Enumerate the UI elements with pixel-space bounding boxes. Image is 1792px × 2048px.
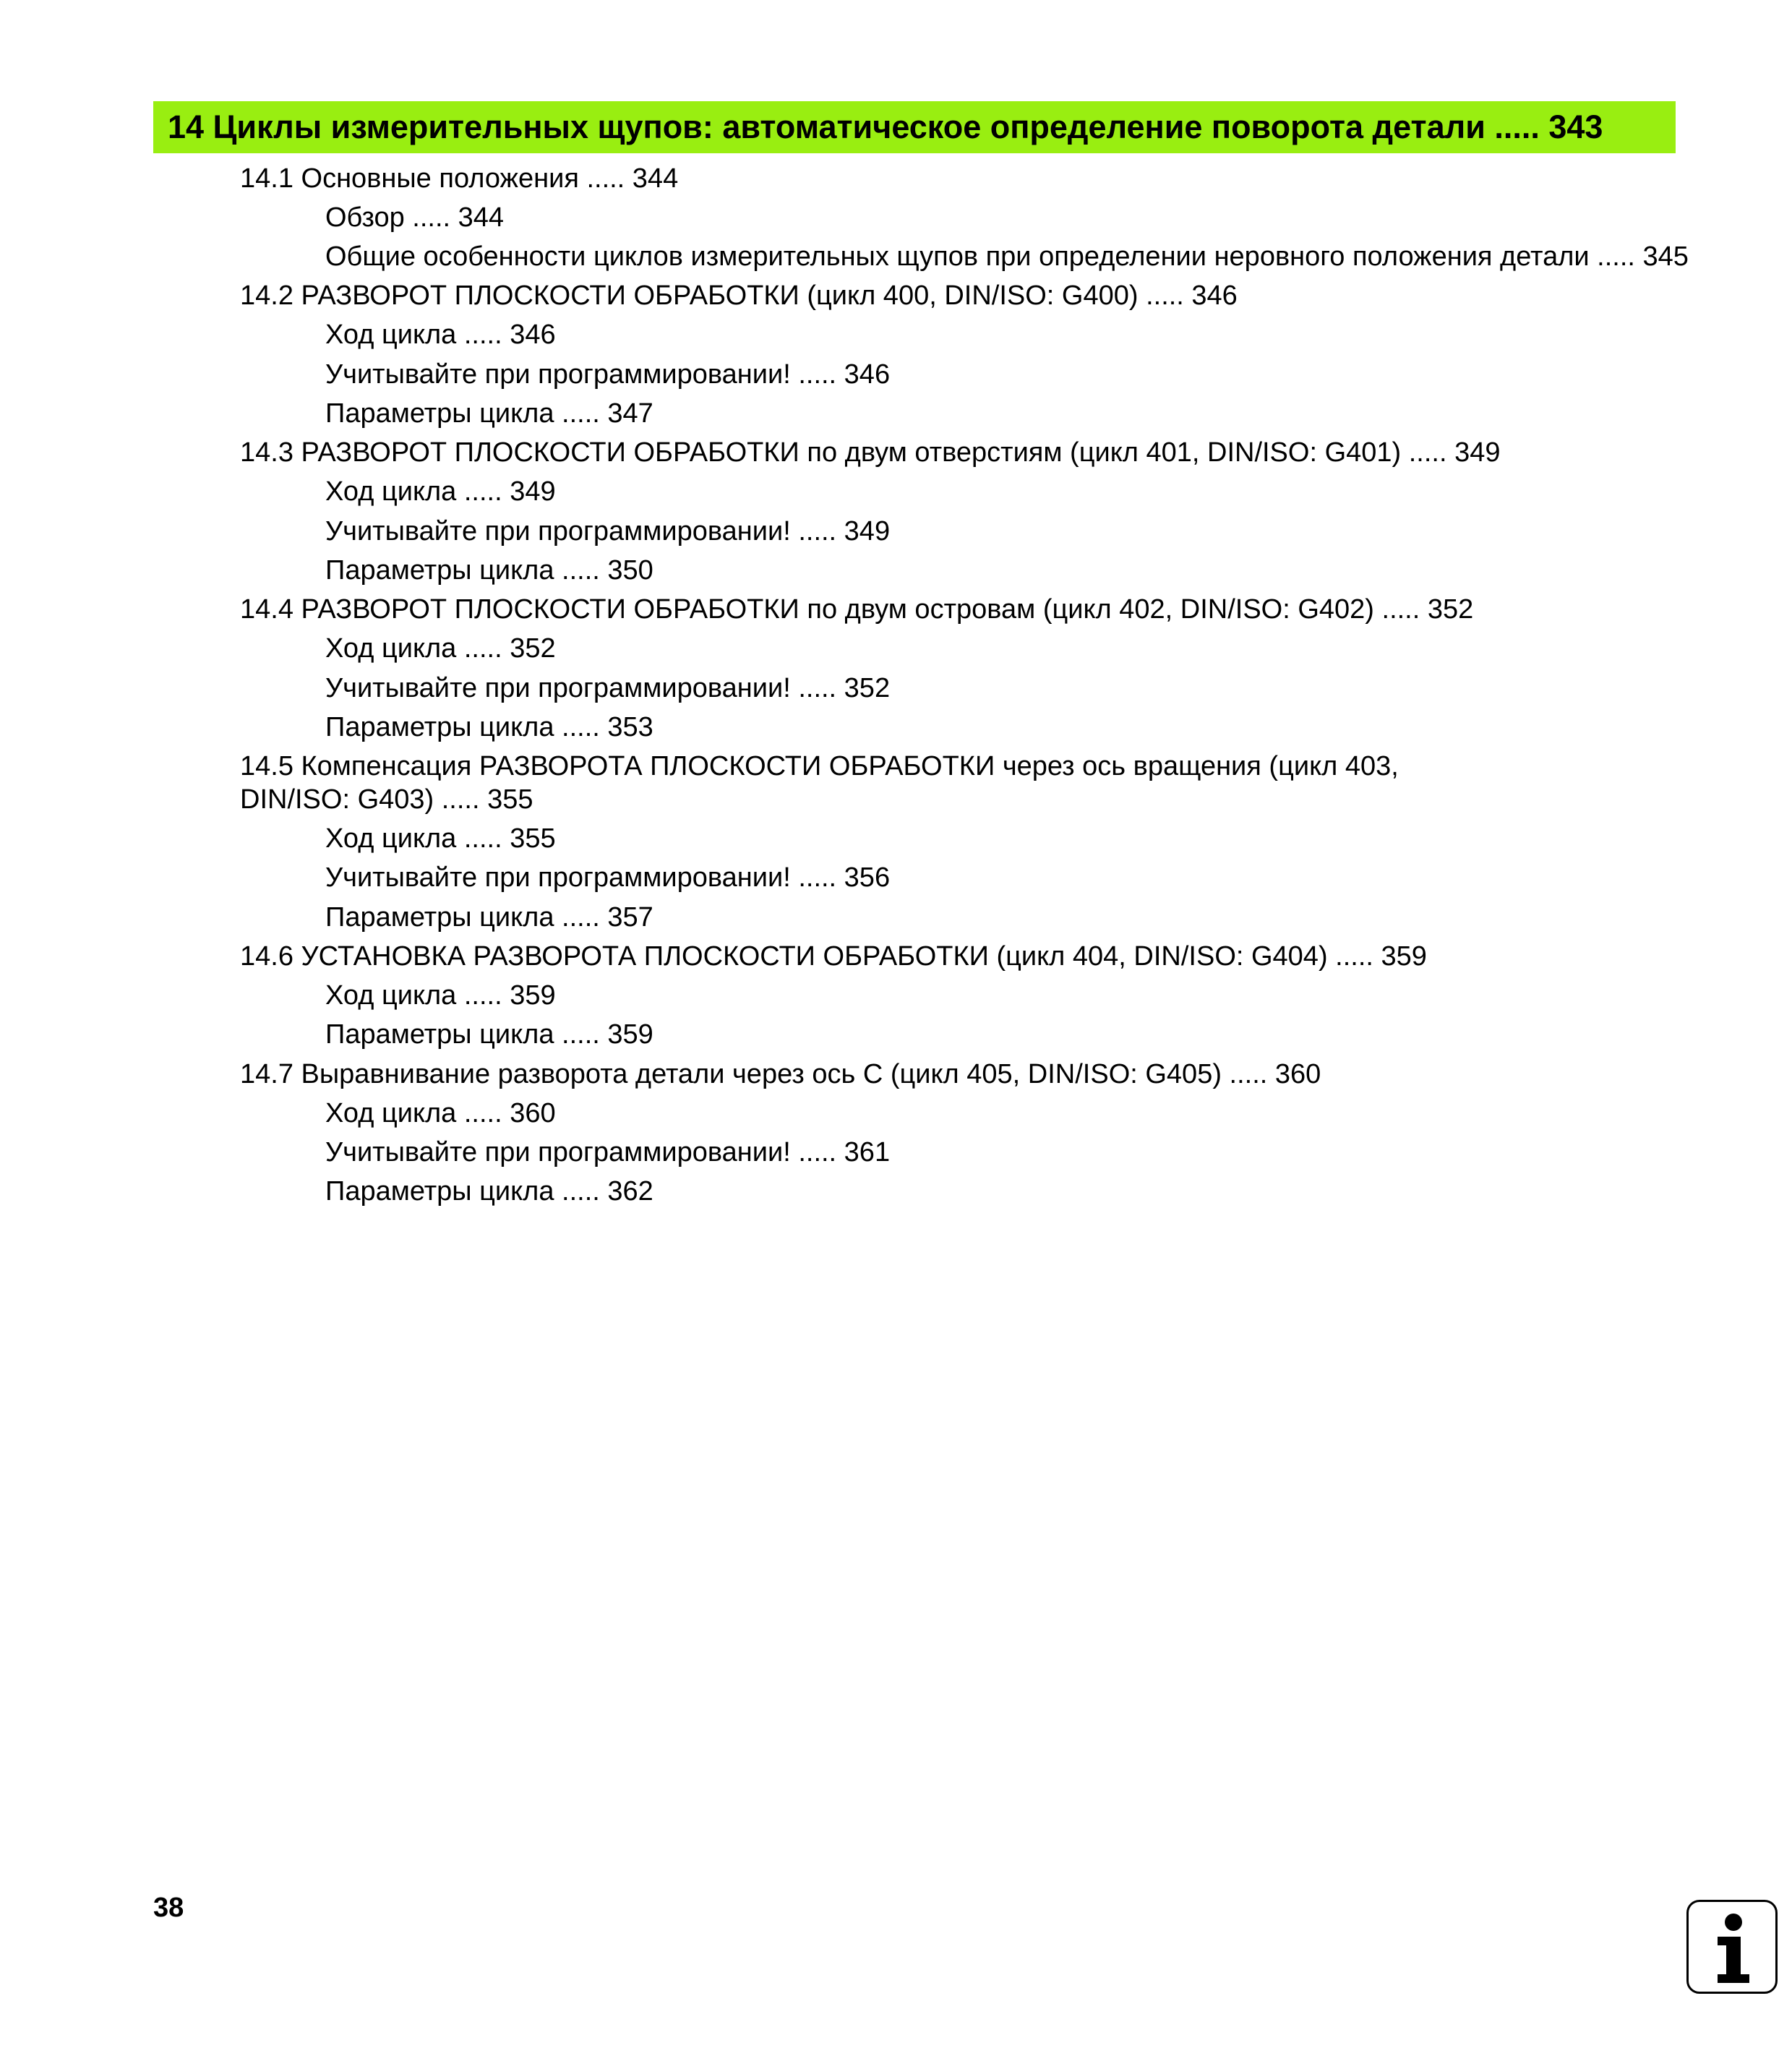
page-number: 38 bbox=[153, 1893, 184, 1923]
toc-subentry[interactable]: Учитывайте при программировании! ..... 349 bbox=[325, 516, 891, 547]
toc-subentry[interactable]: Учитывайте при программировании! ..... 356 bbox=[325, 862, 891, 893]
toc-subentry[interactable]: Ход цикла ..... 352 bbox=[325, 633, 556, 664]
toc-subentry[interactable]: Параметры цикла ..... 347 bbox=[325, 398, 653, 429]
toc-entry-14-3[interactable]: 14.3 РАЗВОРОТ ПЛОСКОСТИ ОБРАБОТКИ по двум отверстиям (цикл 401, DIN/ISO: G401) ..... 349 bbox=[240, 437, 1501, 468]
chapter-title: 14 Циклы измерительных щупов: автоматическое определение поворота детали ..... 343 bbox=[168, 108, 1603, 145]
toc-subentry[interactable]: Ход цикла ..... 355 bbox=[325, 823, 556, 854]
toc-entry-14-1[interactable]: 14.1 Основные положения ..... 344 bbox=[240, 163, 679, 194]
toc-subentry[interactable]: Учитывайте при программировании! ..... 352 bbox=[325, 673, 891, 703]
toc-subentry[interactable]: Параметры цикла ..... 353 bbox=[325, 712, 653, 742]
toc-subentry[interactable]: Параметры цикла ..... 362 bbox=[325, 1176, 653, 1207]
toc-subentry[interactable]: Ход цикла ..... 346 bbox=[325, 320, 556, 350]
chapter-heading bbox=[153, 101, 1676, 153]
toc-subentry[interactable]: Учитывайте при программировании! ..... 346 bbox=[325, 359, 891, 390]
toc-subentry[interactable]: Параметры цикла ..... 357 bbox=[325, 902, 653, 933]
toc-subentry[interactable]: Ход цикла ..... 359 bbox=[325, 980, 556, 1011]
toc-entry-14-7[interactable]: 14.7 Выравнивание разворота детали через ось C (цикл 405, DIN/ISO: G405) ..... 360 bbox=[240, 1059, 1321, 1089]
toc-subentry[interactable]: Общие особенности циклов измерительных щупов при определении неровного положения детали ..... 345 bbox=[325, 241, 1689, 272]
toc-subentry[interactable]: Параметры цикла ..... 350 bbox=[325, 555, 653, 586]
toc-subentry[interactable]: Учитывайте при программировании! ..... 361 bbox=[325, 1137, 891, 1167]
toc-subentry[interactable]: Ход цикла ..... 360 bbox=[325, 1098, 556, 1128]
toc-subentry[interactable]: Обзор ..... 344 bbox=[325, 202, 505, 233]
toc-entry-14-5[interactable]: 14.5 Компенсация РАЗВОРОТА ПЛОСКОСТИ ОБРАБОТКИ через ось вращения (цикл 403, DIN/ISO: G403) ..... 355 bbox=[240, 751, 1399, 815]
toc-entry-14-6[interactable]: 14.6 УСТАНОВКА РАЗВОРОТА ПЛОСКОСТИ ОБРАБОТКИ (цикл 404, DIN/ISO: G404) ..... 359 bbox=[240, 941, 1427, 972]
info-icon-glyph bbox=[1689, 1902, 1775, 1992]
toc-subentry[interactable]: Ход цикла ..... 349 bbox=[325, 476, 556, 507]
toc-entry-14-4[interactable]: 14.4 РАЗВОРОТ ПЛОСКОСТИ ОБРАБОТКИ по двум островам (цикл 402, DIN/ISO: G402) ..... 352 bbox=[240, 594, 1474, 625]
toc-entry-14-2[interactable]: 14.2 РАЗВОРОТ ПЛОСКОСТИ ОБРАБОТКИ (цикл 400, DIN/ISO: G400) ..... 346 bbox=[240, 280, 1238, 311]
info-icon bbox=[1686, 1900, 1778, 1994]
toc-subentry[interactable]: Параметры цикла ..... 359 bbox=[325, 1019, 653, 1050]
